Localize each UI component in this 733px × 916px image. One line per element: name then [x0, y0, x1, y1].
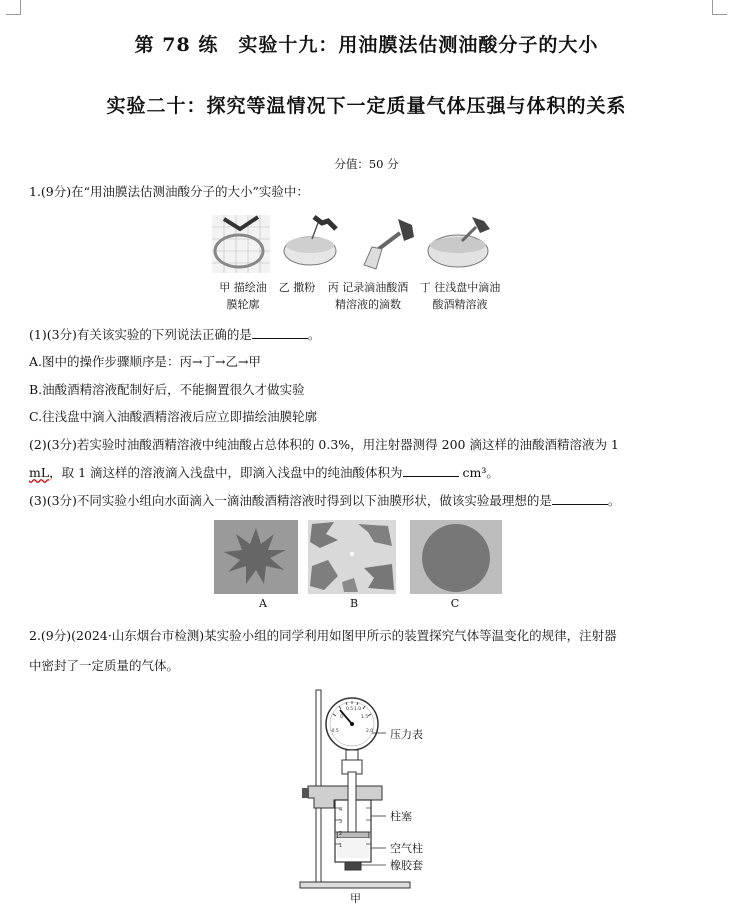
gauge-scale-label: 0.5: [346, 707, 354, 712]
q1-sub2-line1: (2)(3分)若实验时油酸酒精溶液中纯油酸占总体积的 0.3%，用注射器测得 200 滴这样的油酸酒精溶液为 1: [29, 437, 619, 452]
syringe-tick-label: 2: [339, 831, 343, 837]
q2-line1: 2.(9分)(2024·山东烟台市检测)某实验小组的同学利用如图甲所示的装置探究气体等温变化的规律，注射器: [29, 628, 617, 643]
option-b: B.油酸酒精溶液配制好后，不能搁置很久才做实验: [29, 382, 305, 397]
answer-blank[interactable]: [552, 492, 608, 505]
caption-yi: 乙 撒粉: [278, 281, 316, 294]
photo-trace-outline: [212, 215, 270, 273]
photo-sprinkle-powder: [284, 217, 336, 265]
syringe-tick-label: 4: [339, 807, 343, 813]
label-rubber-cap: 橡胶套: [390, 859, 423, 872]
caption-ding: 丁 往浅盘中滴油 酸酒精溶液: [419, 281, 501, 311]
answer-blank[interactable]: [403, 464, 459, 477]
syringe-tick-label: 3: [339, 819, 343, 825]
pressure-gauge: [326, 698, 386, 750]
title-line-2: 实验二十：探究等温情况下一定质量气体压强与体积的关系: [106, 95, 627, 117]
gauge-scale-label: 2.0: [366, 729, 374, 734]
q1-sub2-line2: mL，取 1 滴这样的溶液滴入浅盘中，即滴入浅盘中的纯油酸体积为 cm³。: [29, 465, 499, 480]
caption-bing: 丙 记录滴油酸酒 精溶液的滴数: [327, 281, 409, 311]
gauge-scale-label: 0: [340, 715, 343, 720]
page-corner-mark: [6, 0, 21, 15]
gauge-scale-label: 1.0: [354, 707, 362, 712]
q1-sub3: (3)(3分)不同实验小组向水面滴入一滴油酸酒精溶液时得到以下油膜形状，做该实验最理想的是 。: [29, 493, 621, 508]
option-c: C.往浅盘中滴入油酸酒精溶液后应立即描绘油膜轮廓: [29, 409, 318, 424]
oil-film-images: [214, 520, 504, 594]
caption-jia: 甲 描绘油 膜轮廓: [219, 281, 267, 311]
film-label-c: C: [450, 597, 460, 610]
photo-drip-solution: [428, 217, 490, 267]
film-label-a: A: [259, 597, 267, 610]
page-corner-mark: [712, 0, 727, 15]
q1-photo-strip: [212, 215, 494, 277]
syringe-apparatus-diagram: [290, 684, 460, 892]
photo-count-drops: [364, 219, 414, 269]
q2-line2: 中密封了一定质量的气体。: [29, 658, 180, 673]
film-a-image: [214, 520, 298, 594]
gauge-scale-label: 1.5: [361, 715, 369, 720]
option-a: A.图中的操作步骤顺序是：丙→丁→乙→甲: [29, 354, 261, 369]
plunger-rod: [348, 772, 356, 834]
label-air-column: 空气柱: [390, 842, 423, 855]
q1-sub1: (1)(3分)有关该实验的下列说法正确的是 。: [29, 327, 321, 342]
film-label-b: B: [349, 597, 359, 610]
rubber-cap: [345, 862, 361, 870]
score: 分值：50 分: [334, 157, 399, 171]
label-pressure-gauge: 压力表: [390, 728, 423, 741]
q1-stem: 1.(9分)在“用油膜法估测油酸分子的大小”实验中：: [29, 184, 309, 199]
film-c-image: [410, 520, 502, 594]
film-b-image: [308, 520, 396, 594]
label-plunger: 柱塞: [390, 810, 412, 823]
figure-label-jia: 甲: [350, 892, 361, 905]
title-line-1: 第 78 练 实验十九：用油膜法估测油酸分子的大小: [134, 34, 599, 56]
answer-blank[interactable]: [252, 326, 308, 339]
syringe-tick-label: 1: [339, 843, 343, 849]
gauge-scale-label: -0.5: [330, 729, 339, 734]
